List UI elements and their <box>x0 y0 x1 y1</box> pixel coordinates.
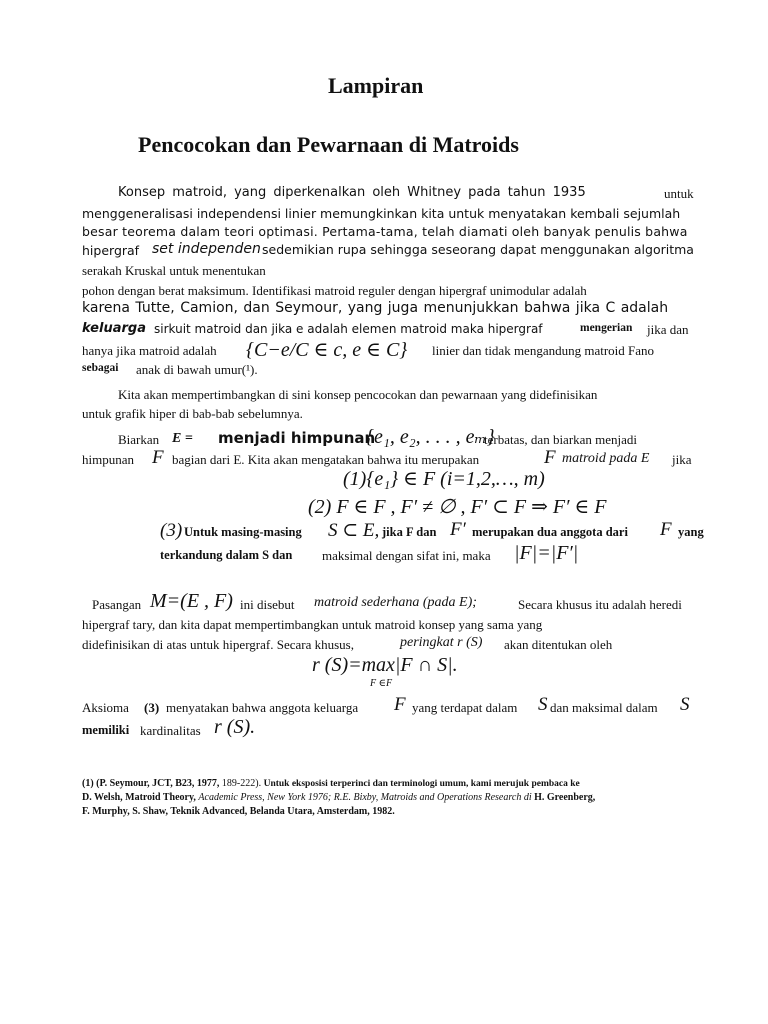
p3-f-symbol-2: F <box>544 447 556 468</box>
footnote-line-1 <box>82 777 580 791</box>
p3-jika: jika <box>672 452 692 467</box>
p4-ini-disebut: ini disebut <box>240 597 295 612</box>
p5-menyatakan: menyatakan bahwa anggota keluarga <box>166 700 359 715</box>
p1-line-1: Konsep matroid, yang diperkenalkan oleh Whitney pada tahun 1935 <box>118 185 586 200</box>
rank-equation: r (S)=max|F ∩ S|. <box>312 654 458 676</box>
axiom-2: (2) F ∈ F , F′ ≠ ∅ , F′ ⊂ F ⇒ F′ ∈ F <box>308 496 607 518</box>
p5-rank-r-s: r (S). <box>214 716 256 738</box>
matroid-pair-equation: M=(E , F) <box>150 590 233 612</box>
axiom-3-untuk: Untuk masing-masing <box>184 525 302 539</box>
axiom-3-yang: yang <box>678 525 704 539</box>
p1-line-2: menggeneralisasi independensi linier memungkinkan kita untuk menyatakan kembali sejumlah <box>82 206 681 221</box>
p3-terbatas: terbatas, dan biarkan menjadi <box>484 432 638 447</box>
p3-e-equals: E = <box>172 431 193 446</box>
p3-matroid-pada-e: matroid pada E <box>562 451 650 466</box>
p5-kardinalitas: kardinalitas <box>140 723 201 738</box>
p1-line-4b: set independen <box>152 241 261 257</box>
p1-line-10b: anak di bawah umur(¹). <box>136 362 258 377</box>
axiom-3-s-subset-e: S ⊂ E, <box>328 520 380 541</box>
footnote-text: Untuk eksposisi terperinci dan terminologi umum, kami merujuk pembaca ke <box>263 779 580 789</box>
p1-line-8c: mengerian <box>580 322 633 334</box>
p1-line-8d: jika dan <box>647 322 689 337</box>
p1-line-10a: sebagai <box>82 362 119 374</box>
axiom-3-number: (3) <box>160 520 183 541</box>
p4-line-3c: akan ditentukan oleh <box>504 637 613 652</box>
p5-memiliki: memiliki <box>82 723 130 737</box>
footnote-welsh: D. Welsh, Matroid Theory, <box>82 792 196 803</box>
p5-three: (3) <box>144 700 160 715</box>
p5-yang-terdapat: yang terdapat dalam <box>412 700 518 715</box>
footnote-line-3: F. Murphy, S. Shaw, Teknik Advanced, Belanda Utara, Amsterdam, 1982. <box>82 806 395 817</box>
p1-line-8a: keluarga <box>82 321 146 336</box>
p1-line-1-end: untuk <box>664 186 694 201</box>
axiom-3-merupakan: merupakan dua anggota dari <box>472 525 628 539</box>
p4-pasangan: Pasangan <box>92 597 142 612</box>
p1-line-4a: hipergraf <box>82 243 140 258</box>
p3-f-symbol: F <box>152 447 164 468</box>
p5-s-symbol: S <box>538 694 548 715</box>
p3-bagian: bagian dari E. Kita akan mengatakan bahwa itu merupakan <box>172 452 480 467</box>
p1-line-6: pohon dengan berat maksimum. Identifikasi matroid reguler dengan hipergraf unimodular adalah <box>82 283 587 298</box>
axiom-3-terkandung: terkandung dalam S dan <box>160 548 293 562</box>
p4-secara-khusus: Secara khusus itu adalah heredi <box>518 597 682 612</box>
p2-line-2: untuk grafik hiper di bab-bab sebelumnya. <box>82 406 303 421</box>
rank-subscript: F ∈F <box>370 678 393 689</box>
footnote-publisher: Academic Press, New York 1976; R.E. Bixby, Matroids and Operations Research di <box>198 792 532 803</box>
axiom-3-f-prime: F′ <box>450 519 466 540</box>
axiom-3-cardinality-equation: |F|=|F′| <box>514 542 579 564</box>
p1-line-7: karena Tutte, Camion, dan Seymour, yang juga menunjukkan bahwa jika C adalah <box>82 300 669 316</box>
p1-line-8b: sirkuit matroid dan jika e adalah elemen matroid maka hipergraf <box>154 322 543 336</box>
p4-line-3a: didefinisikan di atas untuk hipergraf. Secara khusus, <box>82 637 354 652</box>
page-subtitle: Pencocokan dan Pewarnaan di Matroids <box>138 132 519 157</box>
p5-s-symbol-2: S <box>680 694 690 715</box>
footnote-ref: (1) (P. Seymour, JCT, B23, 1977, <box>82 778 220 789</box>
p4-matroid-sederhana: matroid sederhana (pada E); <box>314 595 477 610</box>
p3-menjadi-himpunan: menjadi himpunan <box>218 429 376 447</box>
p4-line-2: hipergraf tary, dan kita dapat mempertimbangkan untuk matroid konsep yang sama yang <box>82 617 543 632</box>
p5-aksioma: Aksioma <box>82 700 129 715</box>
circuit-set-equation: {C−e/C ∈ c, e ∈ C} <box>246 339 408 361</box>
p1-line-9a: hanya jika matroid adalah <box>82 343 217 358</box>
p1-line-5: serakah Kruskal untuk menentukan <box>82 263 266 278</box>
footnote-pages: 189-222). <box>221 778 262 789</box>
footnote-greenberg: H. Greenberg, <box>534 792 596 803</box>
page-title: Lampiran <box>328 73 424 98</box>
footnote-line-2 <box>82 791 595 805</box>
p1-line-4c: sedemikian rupa sehingga seseorang dapat menggunakan algoritma <box>262 242 694 257</box>
p5-dan-maksimal: dan maksimal dalam <box>550 700 658 715</box>
ground-set-equation: {e₁, e₂, . . . , eₘ} <box>366 426 495 448</box>
p4-peringkat: peringkat r (S) <box>400 635 483 650</box>
p5-f-symbol: F <box>394 694 406 715</box>
axiom-3-jika-f-dan: jika F dan <box>382 525 437 539</box>
axiom-1: (1){e₁} ∈ F (i=1,2,…, m) <box>343 468 545 490</box>
p3-himpunan: himpunan <box>82 452 134 467</box>
p3-biarkan: Biarkan <box>118 432 160 447</box>
p1-line-9b: linier dan tidak mengandung matroid Fano <box>432 343 655 358</box>
p2-line-1: Kita akan mempertimbangkan di sini konsep pencocokan dan pewarnaan yang didefinisikan <box>118 387 598 402</box>
p1-line-3: besar teorema dalam teori optimasi. Pertama-tama, telah diamati oleh banyak penulis bahwa <box>82 224 688 239</box>
axiom-3-f-family: F <box>660 519 672 540</box>
axiom-3-maksimal: maksimal dengan sifat ini, maka <box>322 548 491 563</box>
